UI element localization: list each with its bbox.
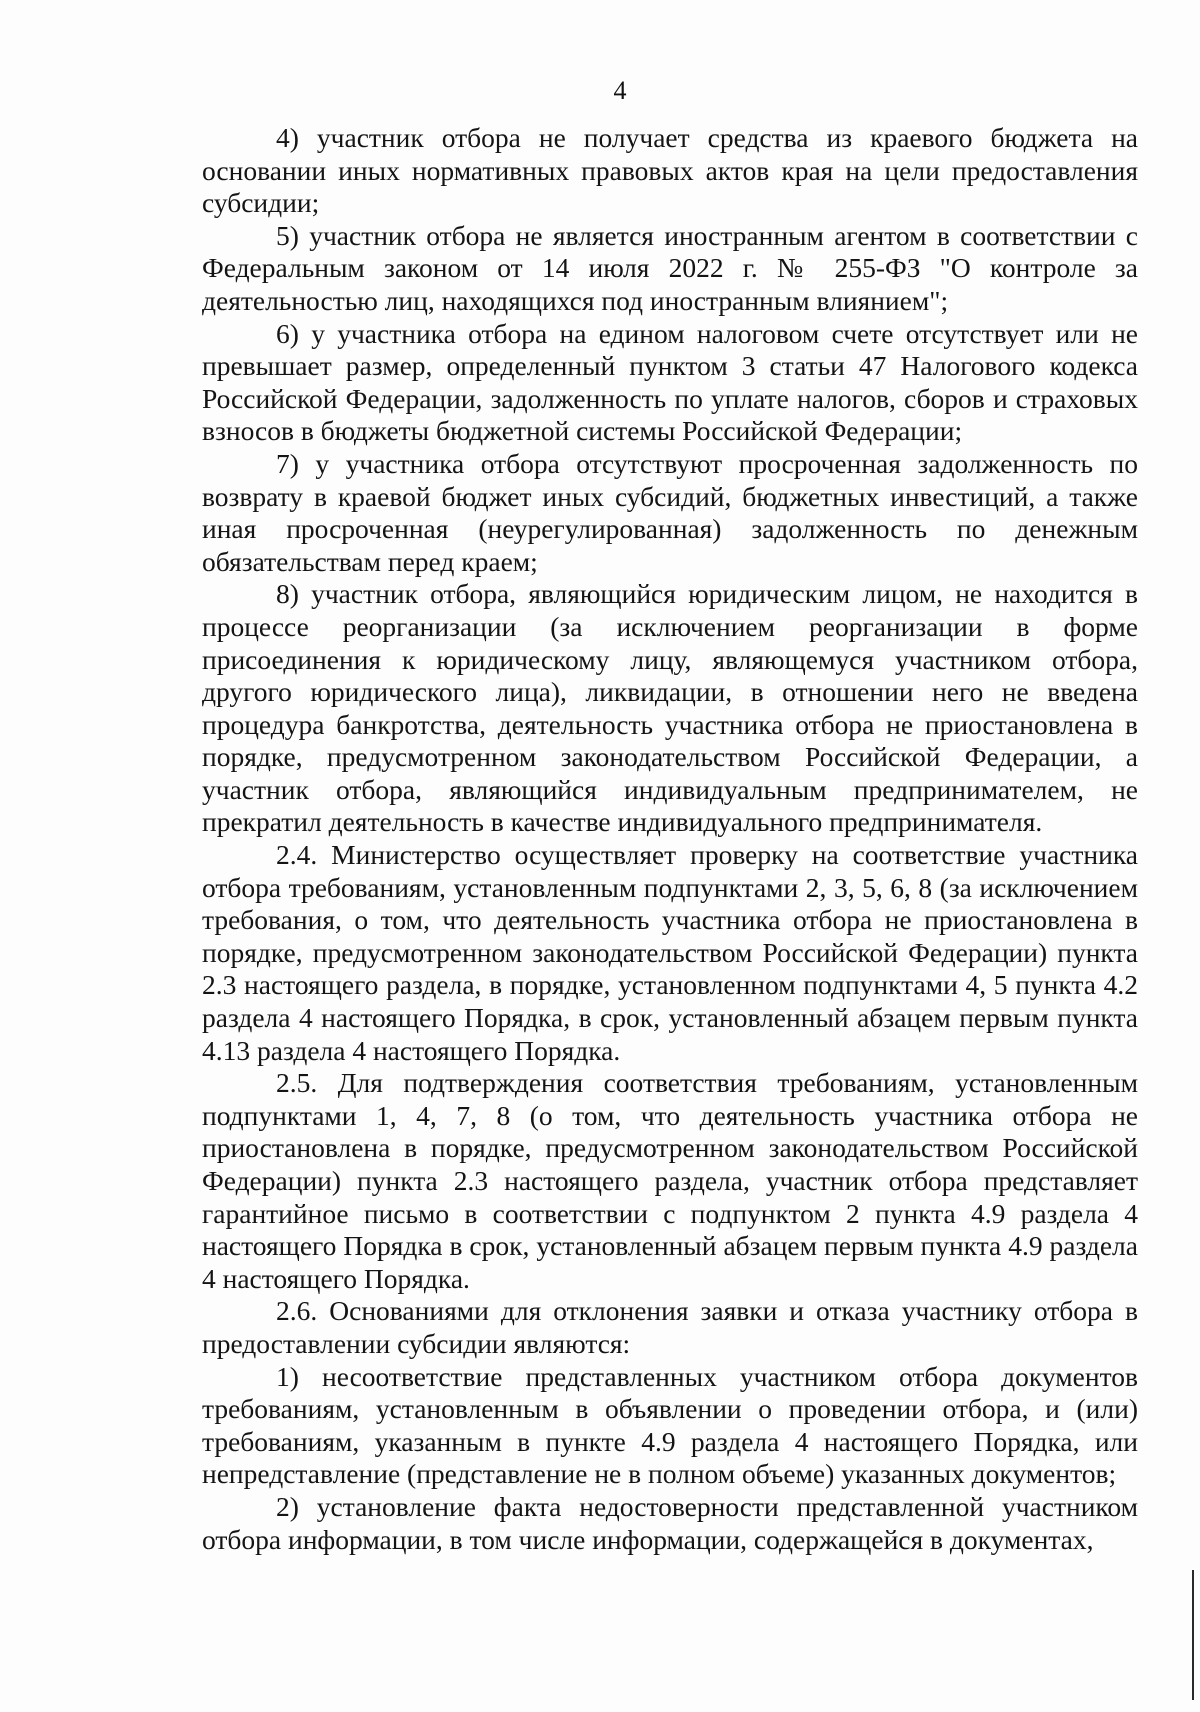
scan-edge-mark [1192, 1570, 1194, 1700]
paragraph-clause-2-6: 2.6. Основаниями для отклонения заявки и отказа участнику отбора в предоставлении субсидии являются: [202, 1295, 1138, 1359]
paragraph-clause-2-5: 2.5. Для подтверждения соответствия требованиям, установленным подпунктами 1, 4, 7, 8 (о том, что деятельность участника отбора не приостановлена в порядке, предусмотренном законодательством Российской Федерации) пункта 2.3 настоящего раздела, участник отбора представляет гарантийное письмо в соответствии с подпунктом 2 пункта 4.9 раздела 4 настоящего Порядка в срок, установленный абзацем первым пункта 4.9 раздела 4 настоящего Порядка. [202, 1067, 1138, 1294]
paragraph-ground-1: 1) несоответствие представленных участником отбора документов требованиям, установленным в объявлении о проведении отбора, и (или) требованиям, указанным в пункте 4.9 раздела 4 настоящего Порядка, или непредставление (представление не в полном объеме) указанных документов; [202, 1360, 1138, 1490]
document-body [202, 122, 1138, 1556]
paragraph-item-7: 7) у участника отбора отсутствуют просроченная задолженность по возврату в краевой бюджет иных субсидий, бюджетных инвестиций, а также иная просроченная (неурегулированная) задолженность по денежным обязательствам перед краем; [202, 447, 1138, 577]
paragraph-item-8: 8) участник отбора, являющийся юридическим лицом, не находится в процессе реорганизации (за исключением реорганизации в форме присоединения к юридическому лицу, являющемуся участником отбора, другого юридического лица), ликвидации, в отношении него не введена процедура банкротства, деятельность участника отбора не приостановлена в порядке, предусмотренном законодательством Российской Федерации, а участник отбора, являющийся индивидуальным предпринимателем, не прекратил деятельность в качестве индивидуального предпринимателя. [202, 578, 1138, 838]
paragraph-item-6: 6) у участника отбора на едином налоговом счете отсутствует или не превышает размер, определенный пунктом 3 статьи 47 Налогового кодекса Российской Федерации, задолженность по уплате налогов, сборов и страховых взносов в бюджеты бюджетной системы Российской Федерации; [202, 317, 1138, 447]
page-number: 4 [613, 76, 627, 105]
paragraph-item-4: 4) участник отбора не получает средства из краевого бюджета на основании иных нормативных правовых актов края на цели предоставления субсидии; [202, 122, 1138, 219]
paragraph-clause-2-4: 2.4. Министерство осуществляет проверку на соответствие участника отбора требованиям, установленным подпунктами 2, 3, 5, 6, 8 (за исключением требования, о том, что деятельность участника отбора не приостановлена в порядке, предусмотренном законодательством Российской Федерации) пункта 2.3 настоящего раздела, в порядке, установленном подпунктами 4, 5 пункта 4.2 раздела 4 настоящего Порядка, в срок, установленный абзацем первым пункта 4.13 раздела 4 настоящего Порядка. [202, 839, 1138, 1066]
paragraph-item-5: 5) участник отбора не является иностранным агентом в соответствии с Федеральным законом от 14 июля 2022 г. № 255-ФЗ "О контроле за деятельностью лиц, находящихся под иностранным влиянием"; [202, 219, 1138, 316]
paragraph-ground-2: 2) установление факта недостоверности представленной участником отбора информации, в том числе информации, содержащейся в документах, [202, 1490, 1138, 1555]
